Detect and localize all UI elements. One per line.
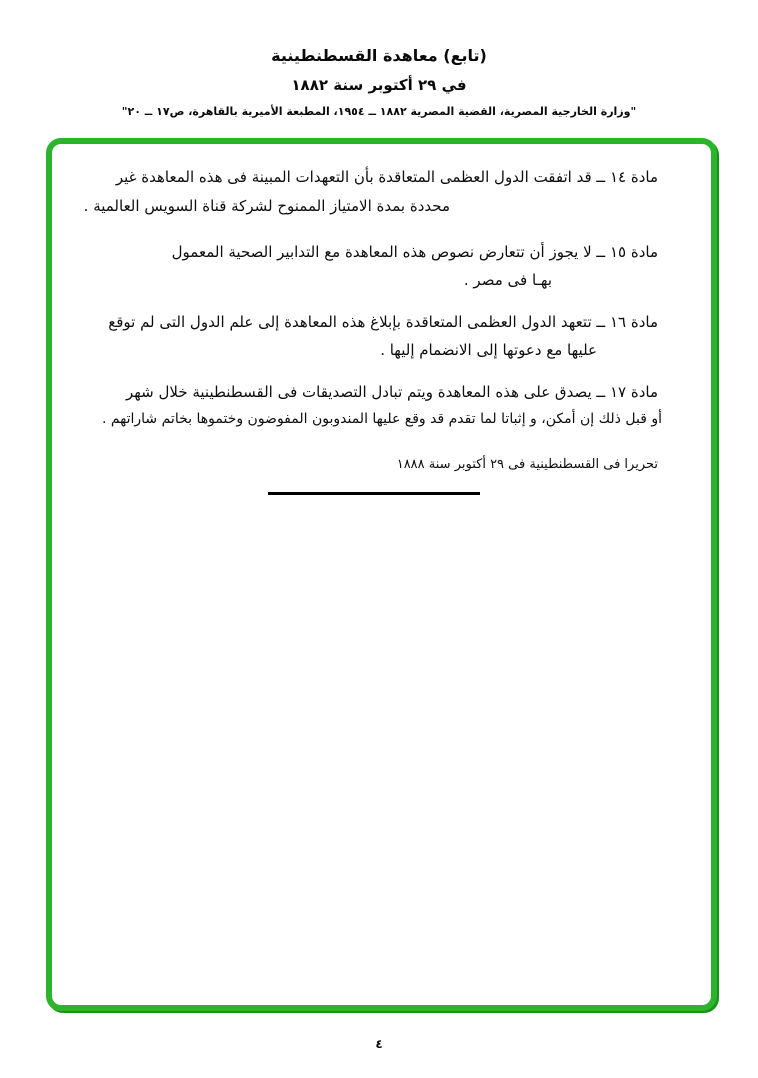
footnote-rule [268,492,480,495]
article-16-line-2: عليها مع دعوتها إلى الانضمام إليها . [380,341,597,359]
article-14-line-1: مادة ١٤ ــ قد اتفقت الدول العظمى المتعاقدة بأن التعهدات المبينة فى هذه المعاهدة غير [115,168,658,186]
document-header [0,0,758,132]
article-16-line-1: مادة ١٦ ــ تتعهد الدول العظمى المتعاقدة بإبلاغ هذه المعاهدة إلى علم الدول التى لم توقع [108,313,658,331]
document-title: (تابع) معاهدة القسطنطينية [271,46,487,65]
article-15-line-1: مادة ١٥ ــ لا يجوز أن تتعارض نصوص هذه المعاهدة مع التدابير الصحية المعمول [171,243,658,261]
document-source-citation: "وزارة الخارجية المصرية، القضية المصرية ١٨٨٢ ــ ١٩٥٤، المطبعة الأميرية بالقاهرة، ص١٧ ــ ٢٠" [121,105,637,118]
page-number: ٤ [375,1037,383,1051]
document-subtitle-date: في ٢٩ أكتوبر سنة ١٨٨٢ [291,76,467,94]
signature-line: تحريرا فى القسطنطينية فى ٢٩ أكتوبر سنة ١٨٨٨ [396,457,658,472]
article-15-line-2: بهـا فى مصر . [463,271,552,289]
article-14-line-2: محددة بمدة الامتياز الممنوح لشركة قناة السويس العالمية . [83,197,450,215]
treaty-text-frame [46,138,717,1011]
article-17-line-1: مادة ١٧ ــ يصدق على هذه المعاهدة ويتم تبادل التصديقات فى القسطنطينية خلال شهر [125,383,658,401]
article-17-line-2: أو قبل ذلك إن أمكن، و إثباتا لما تقدم قد وقع عليها المندوبون المفوضون وختموها بخاتم شاراتهم . [101,411,662,427]
